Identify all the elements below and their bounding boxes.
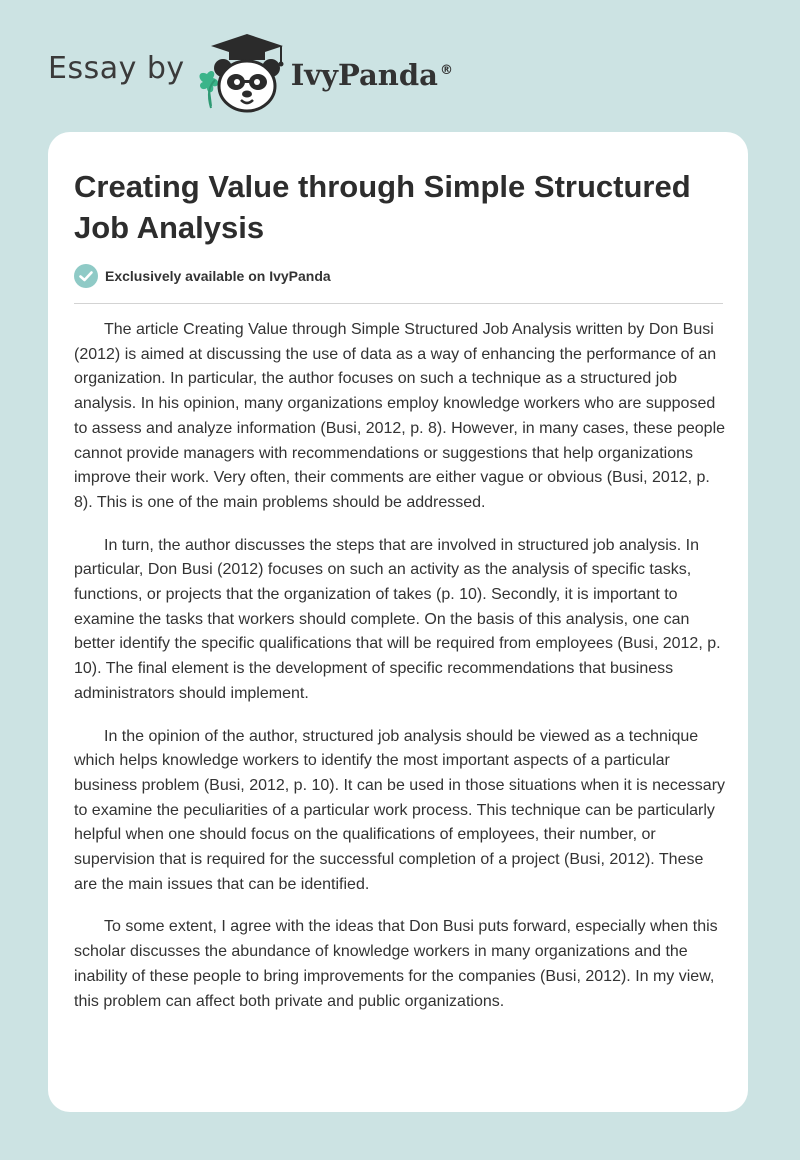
site-header — [48, 28, 453, 118]
paragraph: In turn, the author discusses the steps that are involved in structured job analysis. In particular, Don Busi (2012) focuses on such an activity as the analysis of specific tasks, functions, or projects that the organization of takes (p. 10). Secondly, it is important to examine the tasks that workers should complete. On the basis of this analysis, one can better identify the specific qualifications that will be required from employees (Busi, 2012, p. 10). The final element is the development of specific recommendations that business administrators should implement. — [74, 536, 721, 702]
essay-card — [48, 132, 748, 1112]
essay-body — [74, 318, 726, 1032]
paragraph: To some extent, I agree with the ideas that Don Busi puts forward, especially when this scholar discusses the abundance of knowledge workers in many organizations and the inability of these people to bring improvements for the companies (Busi, 2012). In my view, this problem can affect both private and public organizations. — [74, 918, 718, 1010]
essay-title: Creating Value through Simple Structured Job Analysis — [74, 169, 691, 245]
brand-name[interactable]: IvyPanda ® — [290, 58, 453, 92]
exclusive-badge — [74, 264, 331, 288]
check-circle-icon — [74, 264, 98, 288]
panda-graduate-logo-icon[interactable] — [193, 30, 289, 116]
registered-mark: ® — [439, 63, 453, 79]
paragraph: The article Creating Value through Simple Structured Job Analysis written by Don Busi (2012) is aimed at discussing the use of data as a way of enhancing the performance of an organization. In particular, the author focuses on such a technique as a structured job analysis. In his opinion, many organizations employ knowledge workers who are supposed to assess and analyze information (Busi, 2012, p. 8). However, in many cases, these people cannot provide managers with recommendations or suggestions that help organizations improve their work. Very often, their comments are either vague or obvious (Busi, 2012, p. 8). This is one of the main problems should be addressed. — [74, 321, 726, 511]
paragraph: In the opinion of the author, structured job analysis should be viewed as a technique which helps knowledge workers to identify the most important aspects of a particular business problem (Busi, 2012, p. 10). It can be used in those situations when it is necessary to examine the peculiarities of a particular work process. This technique can be particularly helpful when one should focus on the qualifications of employees, their number, or supervision that is required for the successful completion of a project (Busi, 2012). These are the main issues that can be identified. — [74, 727, 726, 893]
exclusive-badge-label: Exclusively available on IvyPanda — [105, 268, 331, 284]
divider — [74, 303, 723, 304]
essay-by-label: Essay by — [48, 50, 185, 86]
